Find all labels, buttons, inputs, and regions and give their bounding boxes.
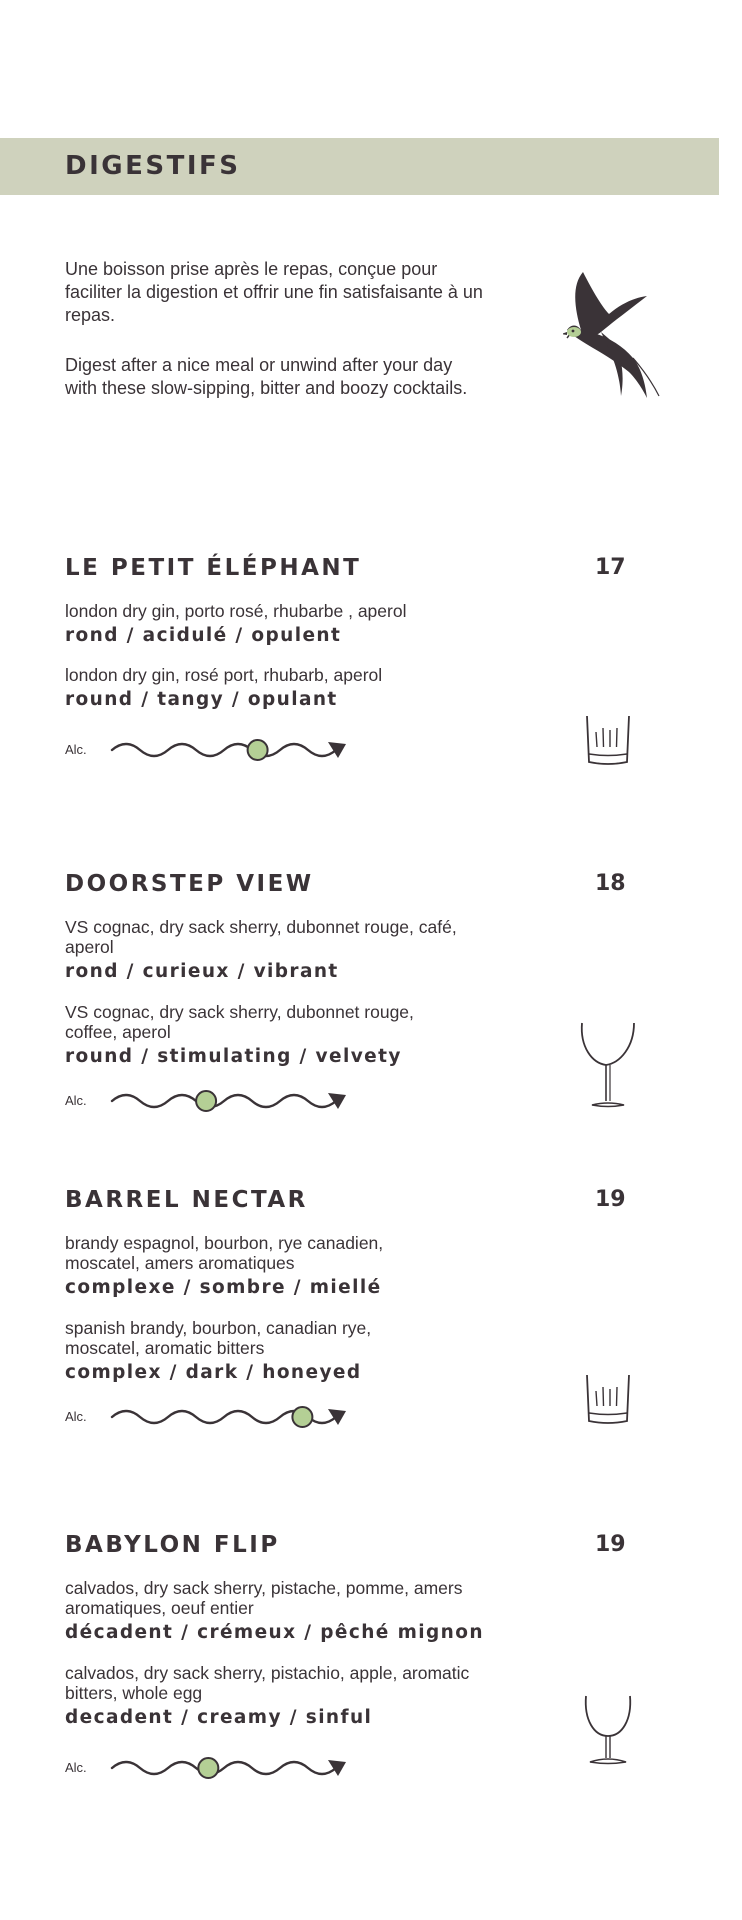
alcohol-arrow-head — [328, 742, 346, 758]
tasting-notes-english: round / tangy / opulant — [65, 689, 338, 710]
alcohol-level-scale — [106, 1748, 356, 1788]
alcohol-label: Alc. — [65, 1409, 87, 1424]
cocktail-price: 19 — [595, 1187, 626, 1212]
alcohol-label: Alc. — [65, 1093, 87, 1108]
ingredients-french: VS cognac, dry sack sherry, dubonnet rouge, café, aperol — [65, 917, 457, 957]
cocktail-name: BARREL NECTAR — [65, 1187, 308, 1213]
tasting-notes-english: decadent / creamy / sinful — [65, 1707, 373, 1728]
tasting-notes-french: complexe / sombre / miellé — [65, 1277, 382, 1298]
ingredients-english: calvados, dry sack sherry, pistachio, apple, aromatic bitters, whole egg — [65, 1663, 470, 1703]
cocktail-name: DOORSTEP VIEW — [65, 871, 314, 897]
alcohol-arrow-head — [328, 1093, 346, 1109]
alcohol-level-scale — [106, 730, 356, 770]
alcohol-wave-line — [112, 1762, 336, 1774]
cocktail-price: 17 — [595, 555, 626, 580]
swallow-bird-icon — [563, 268, 663, 398]
alcohol-wave-line — [112, 744, 336, 756]
alcohol-label: Alc. — [65, 742, 87, 757]
rocks-glass-icon — [583, 710, 633, 770]
alcohol-level-marker — [198, 1758, 218, 1778]
ingredients-french: london dry gin, porto rosé, rhubarbe , aperol — [65, 601, 407, 621]
coupe-glass-icon — [578, 1019, 638, 1114]
cocktail-price: 19 — [595, 1532, 626, 1557]
ingredients-french: brandy espagnol, bourbon, rye canadien, moscatel, amers aromatiques — [65, 1233, 384, 1273]
rocks-glass-icon — [583, 1369, 633, 1429]
tasting-notes-french: décadent / crémeux / pêché mignon — [65, 1622, 484, 1643]
tasting-notes-french: rond / curieux / vibrant — [65, 961, 339, 982]
alcohol-arrow-head — [328, 1409, 346, 1425]
tasting-notes-french: rond / acidulé / opulent — [65, 625, 342, 646]
cocktail-name: BABYLON FLIP — [65, 1532, 280, 1558]
alcohol-level-marker — [248, 740, 268, 760]
cocktail-price: 18 — [595, 871, 626, 896]
ingredients-english: spanish brandy, bourbon, canadian rye, moscatel, aromatic bitters — [65, 1318, 372, 1358]
alcohol-level-marker — [196, 1091, 216, 1111]
ingredients-french: calvados, dry sack sherry, pistache, pomme, amers aromatiques, oeuf entier — [65, 1578, 463, 1618]
alcohol-level-scale — [106, 1081, 356, 1121]
alcohol-level-marker — [292, 1407, 312, 1427]
tasting-notes-english: round / stimulating / velvety — [65, 1046, 402, 1067]
alcohol-level-scale — [106, 1397, 356, 1437]
intro-french: Une boisson prise après le repas, conçue pour faciliter la digestion et offrir une fin satisfaisante à un repas. — [65, 259, 483, 325]
intro-english: Digest after a nice meal or unwind after your day with these slow-sipping, bitter and boozy cocktails. — [65, 355, 468, 398]
cocktail-name: LE PETIT ÉLÉPHANT — [65, 555, 362, 581]
alcohol-wave-line — [112, 1095, 336, 1107]
alcohol-label: Alc. — [65, 1760, 87, 1775]
tasting-notes-english: complex / dark / honeyed — [65, 1362, 362, 1383]
section-banner — [0, 138, 719, 195]
ingredients-english: london dry gin, rosé port, rhubarb, aperol — [65, 665, 383, 685]
alcohol-arrow-head — [328, 1760, 346, 1776]
section-title: DIGESTIFS — [65, 151, 241, 181]
ingredients-english: VS cognac, dry sack sherry, dubonnet rouge, coffee, aperol — [65, 1002, 414, 1042]
goblet-glass-icon — [580, 1692, 636, 1772]
